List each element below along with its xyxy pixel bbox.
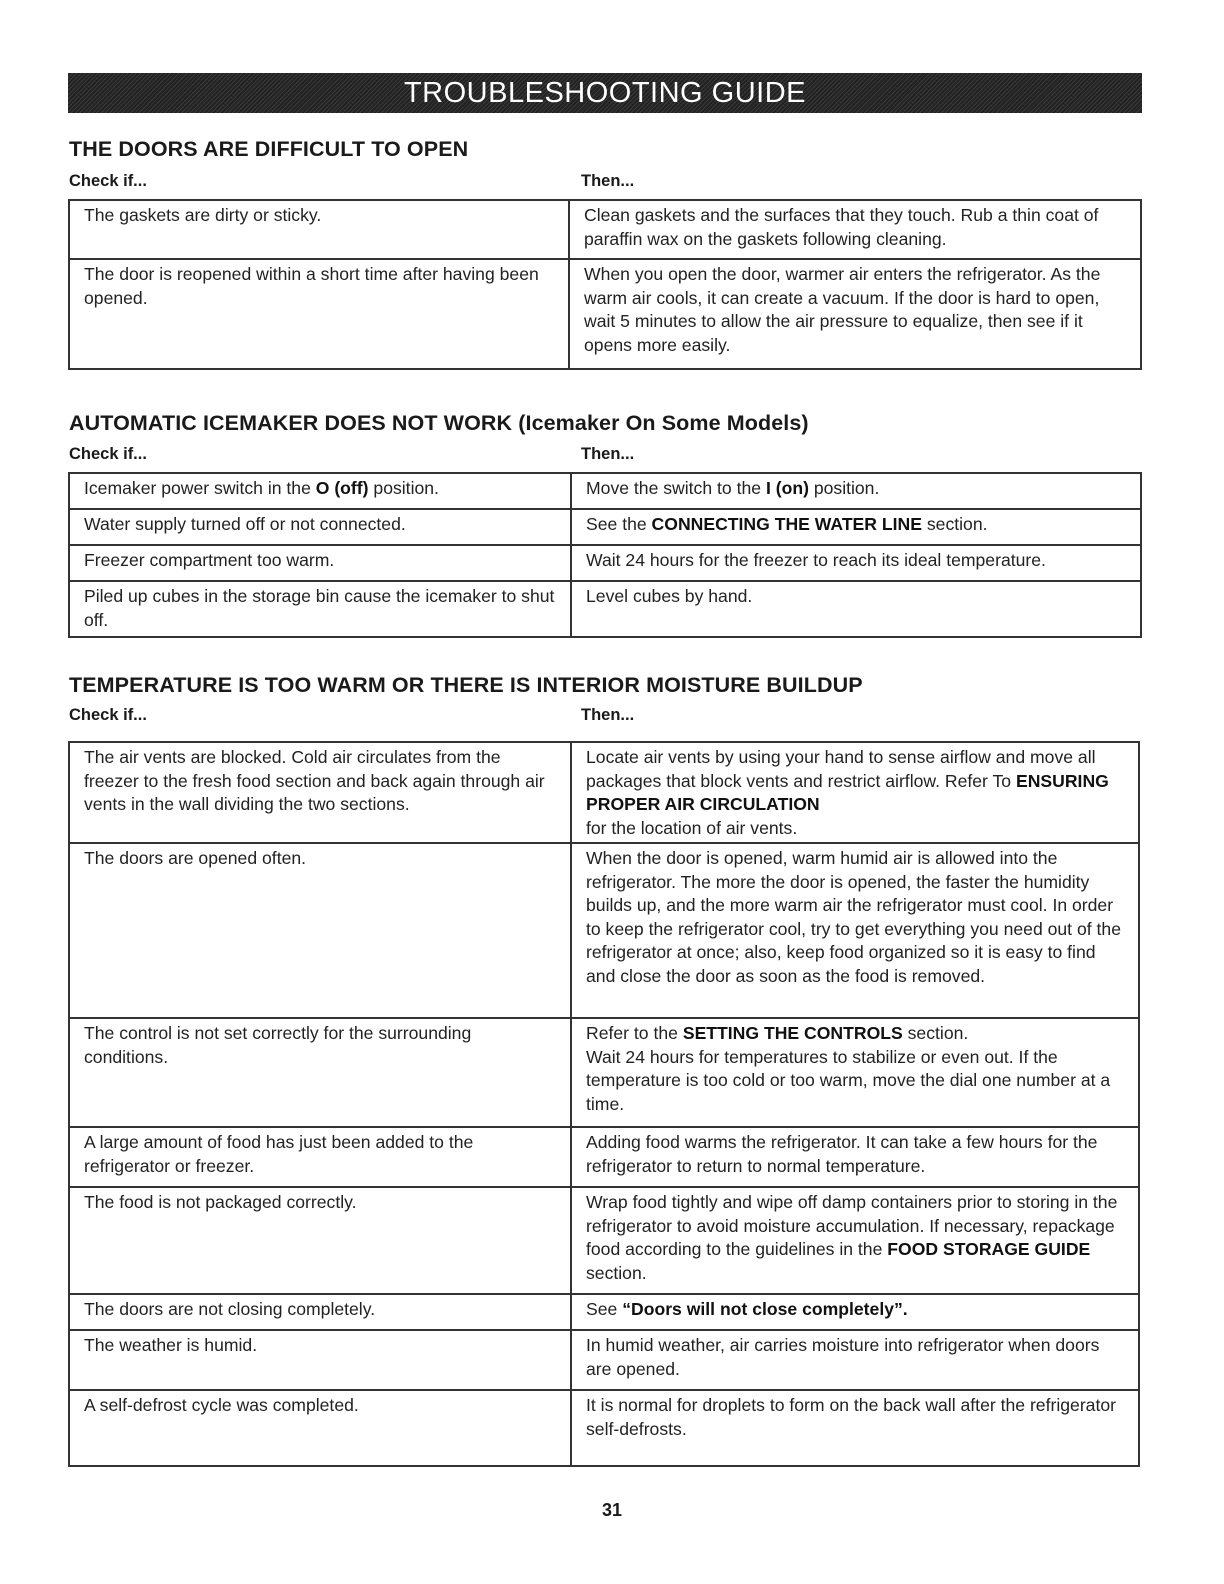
then-cell: Wait 24 hours for the freezer to reach its ideal temperature. (571, 545, 1141, 581)
check-cell: A self-defrost cycle was completed. (69, 1390, 571, 1466)
then-cell: See the CONNECTING THE WATER LINE section. (571, 509, 1141, 545)
then-cell: When you open the door, warmer air enters the refrigerator. As the warm air cools, it can create a vacuum. If the door is hard to open, wait 5 minutes to allow the air pressure to equalize, then see if it opens more easily. (569, 259, 1141, 369)
then-cell: In humid weather, air carries moisture into refrigerator when doors are opened. (571, 1330, 1139, 1390)
check-if-header: Check if... (69, 445, 147, 463)
then-cell: Refer to the SETTING THE CONTROLS section. Wait 24 hours for temperatures to stabilize or even out. If the temperature is too cold or too warm, move the dial one number at a time. (571, 1018, 1139, 1127)
table-row (69, 1187, 1139, 1294)
check-cell: Water supply turned off or not connected. (69, 509, 571, 545)
then-cell: Adding food warms the refrigerator. It can take a few hours for the refrigerator to return to normal temperature. (571, 1127, 1139, 1187)
section-title-temperature: TEMPERATURE IS TOO WARM OR THERE IS INTERIOR MOISTURE BUILDUP (69, 673, 863, 697)
table-row (69, 843, 1139, 1018)
then-cell: See “Doors will not close completely”. (571, 1294, 1139, 1330)
table-row (69, 742, 1139, 843)
then-cell: Clean gaskets and the surfaces that they touch. Rub a thin coat of paraffin wax on the gaskets following cleaning. (569, 200, 1141, 259)
check-cell: Icemaker power switch in the O (off) position. (69, 473, 571, 509)
then-header: Then... (581, 172, 635, 190)
table-row (69, 1330, 1139, 1390)
table-row (69, 1018, 1139, 1127)
then-cell: It is normal for droplets to form on the back wall after the refrigerator self-defrosts. (571, 1390, 1139, 1466)
check-cell: The doors are not closing completely. (69, 1294, 571, 1330)
check-if-header: Check if... (69, 706, 147, 724)
check-if-header: Check if... (69, 172, 147, 190)
check-cell: The weather is humid. (69, 1330, 571, 1390)
section-title-icemaker: AUTOMATIC ICEMAKER DOES NOT WORK (Icemaker On Some Models) (69, 411, 809, 435)
check-cell: Piled up cubes in the storage bin cause the icemaker to shut off. (69, 581, 571, 637)
table-row (69, 509, 1141, 545)
then-cell: Level cubes by hand. (571, 581, 1141, 637)
section-title-doors: THE DOORS ARE DIFFICULT TO OPEN (69, 137, 469, 161)
then-cell: Locate air vents by using your hand to sense airflow and move all packages that block vents and restrict airflow. Refer To ENSURING PROPER AIR CIRCULATION for the location of air vents. (571, 742, 1139, 843)
table-icemaker (68, 472, 1142, 638)
page-banner (68, 73, 1142, 113)
table-row (69, 259, 1141, 369)
table-row (69, 1294, 1139, 1330)
check-cell: A large amount of food has just been added to the refrigerator or freezer. (69, 1127, 571, 1187)
then-header: Then... (581, 445, 635, 463)
table-row (69, 1127, 1139, 1187)
table-row (69, 200, 1141, 259)
check-cell: The doors are opened often. (69, 843, 571, 1018)
table-row (69, 581, 1141, 637)
check-cell: Freezer compartment too warm. (69, 545, 571, 581)
check-cell: The air vents are blocked. Cold air circulates from the freezer to the fresh food section and back again through air vents in the wall dividing the two sections. (69, 742, 571, 843)
check-cell: The food is not packaged correctly. (69, 1187, 571, 1294)
then-cell: Wrap food tightly and wipe off damp containers prior to storing in the refrigerator to avoid moisture accumulation. If necessary, repackage food according to the guidelines in the FOOD STORAGE GUIDE section. (571, 1187, 1139, 1294)
table-row (69, 545, 1141, 581)
table-doors (68, 199, 1142, 370)
table-row (69, 473, 1141, 509)
then-cell: Move the switch to the I (on) position. (571, 473, 1141, 509)
then-cell: When the door is opened, warm humid air is allowed into the refrigerator. The more the door is opened, the faster the humidity builds up, and the more warm air the refrigerator must cool. In order to keep the refrigerator cool, try to get everything you need out of the refrigerator at once; also, keep food organized so it is easy to find and close the door as soon as the food is removed. (571, 843, 1139, 1018)
check-cell: The door is reopened within a short time after having been opened. (69, 259, 569, 369)
table-row (69, 1390, 1139, 1466)
page-number: 31 (601, 1500, 623, 1520)
section-subtitle: (Icemaker On Some Models) (518, 411, 809, 435)
banner-title: TROUBLESHOOTING GUIDE (403, 76, 807, 109)
table-temperature (68, 741, 1140, 1467)
then-header: Then... (581, 706, 635, 724)
check-cell: The control is not set correctly for the surrounding conditions. (69, 1018, 571, 1127)
check-cell: The gaskets are dirty or sticky. (69, 200, 569, 259)
